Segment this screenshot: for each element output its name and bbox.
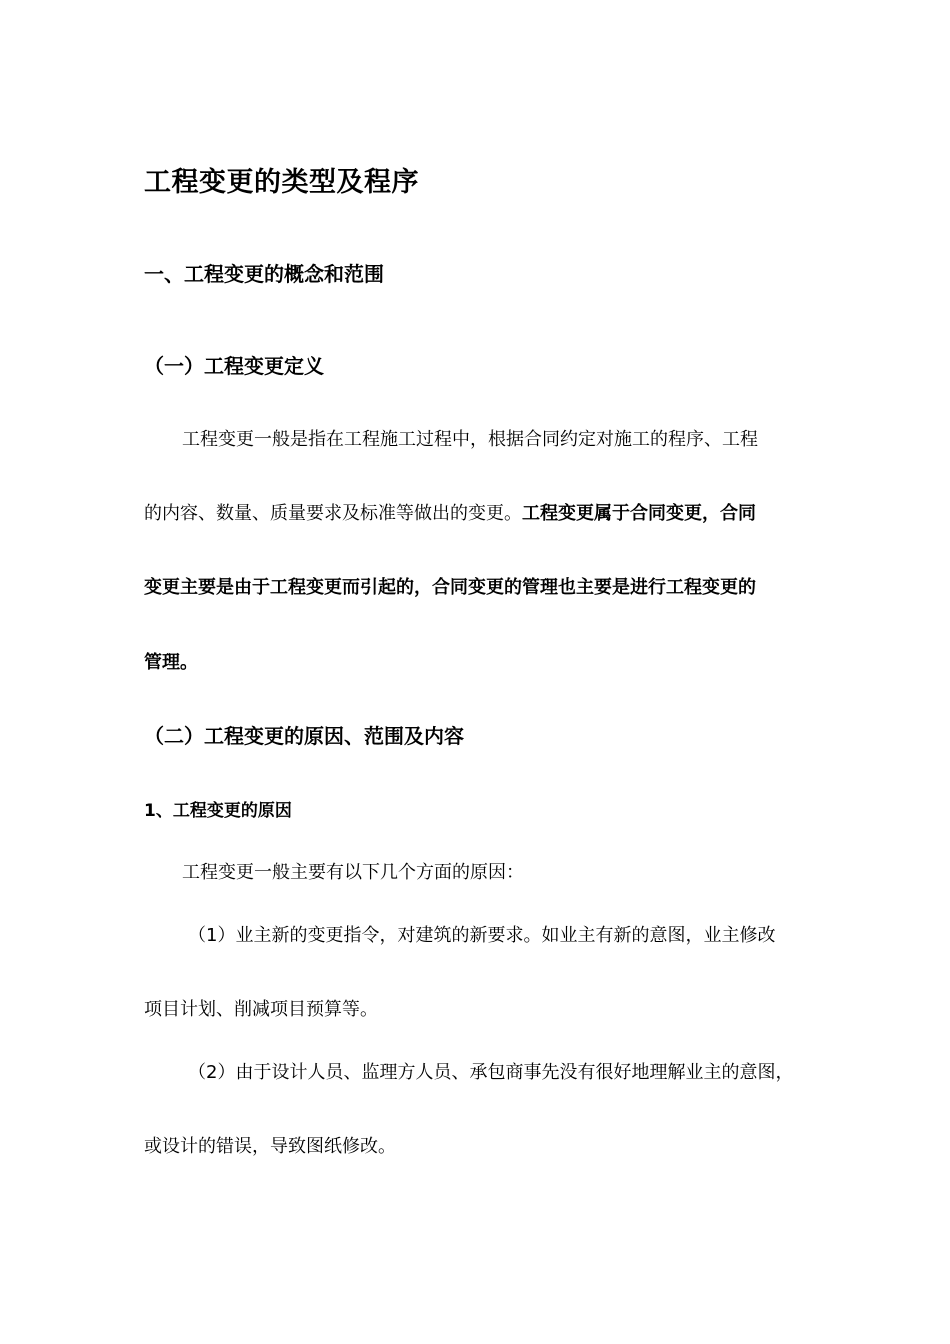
reason-2-line-1: （2）由于设计人员、监理方人员、承包商事先没有很好地理解业主的意图， (188, 1062, 794, 1083)
definition-line-1: 工程变更一般是指在工程施工过程中，根据合同约定对施工的程序、工程 (182, 429, 758, 450)
reason-2-line-2: 或设计的错误，导致图纸修改。 (144, 1136, 396, 1157)
reason-1-line-1: （1）业主新的变更指令，对建筑的新要求。如业主有新的意图，业主修改 (188, 925, 776, 946)
subsection-heading-definition: （一）工程变更定义 (144, 354, 324, 378)
causes-intro: 工程变更一般主要有以下几个方面的原因： (182, 862, 524, 883)
reason-1-line-2: 项目计划、削减项目预算等。 (144, 999, 378, 1020)
definition-line-2-bold: 工程变更属于合同变更，合同 (522, 503, 756, 524)
document-title: 工程变更的类型及程序 (144, 167, 419, 198)
subsection-heading-causes-scope: （二）工程变更的原因、范围及内容 (144, 724, 464, 748)
definition-line-2-normal: 的内容、数量、质量要求及标准等做出的变更。 (144, 503, 522, 524)
definition-line-4: 管理。 (144, 652, 198, 673)
definition-line-3: 变更主要是由于工程变更而引起的，合同变更的管理也主要是进行工程变更的 (144, 577, 756, 598)
section-heading-1: 一、工程变更的概念和范围 (144, 262, 384, 286)
definition-line-2 (144, 502, 756, 526)
item-heading-causes: 1、工程变更的原因 (144, 801, 292, 821)
